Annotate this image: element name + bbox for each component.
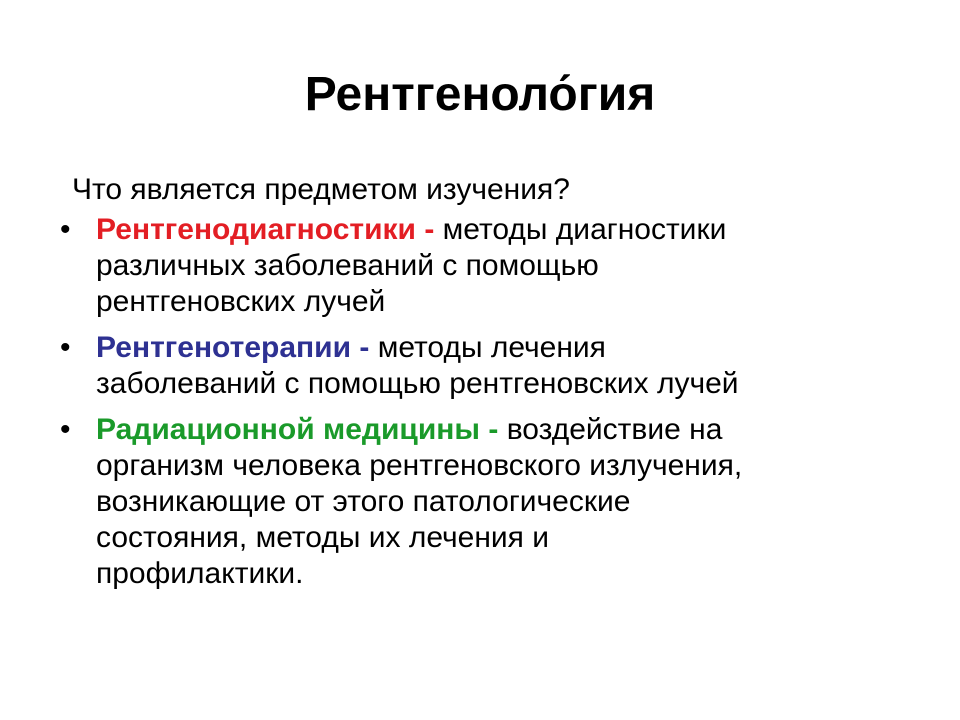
bullet-item-rentgenoterapiya <box>58 330 918 402</box>
bullet-text-line: воздействие на <box>506 413 723 446</box>
bullet-text-line: рентгеновских лучей <box>96 285 386 318</box>
bullet-text-line: различных заболеваний с помощью <box>96 249 599 282</box>
bullet-term: Рентгенотерапии - <box>96 331 370 364</box>
bullet-item-radiation-medicine <box>58 412 918 592</box>
bullet-text-line: методы диагностики <box>442 213 727 246</box>
slide-title: Рентгеноло́гия <box>304 68 656 121</box>
bullet-term: Радиационной медицины - <box>96 413 499 446</box>
bullet-text-line: возникающие от этого патологические <box>96 485 631 518</box>
bullet-term: Рентгенодиагностики - <box>96 213 435 246</box>
bullet-text-line: заболеваний с помощью рентгеновских лучей <box>96 367 739 400</box>
slide-subtitle: Что является предметом изучения? <box>72 173 570 206</box>
bullet-dot-icon: • <box>60 213 71 246</box>
bullet-dot-icon: • <box>60 413 71 446</box>
bullet-text-line: профилактики. <box>96 557 304 590</box>
bullet-item-rentgenodiagnostika <box>58 212 918 320</box>
bullet-text-line: методы лечения <box>377 331 606 364</box>
bullet-text-line: состояния, методы их лечения и <box>96 521 550 554</box>
bullet-list <box>58 212 918 602</box>
bullet-text-line: организм человека рентгеновского излучения, <box>96 449 743 482</box>
bullet-dot-icon: • <box>60 331 71 364</box>
